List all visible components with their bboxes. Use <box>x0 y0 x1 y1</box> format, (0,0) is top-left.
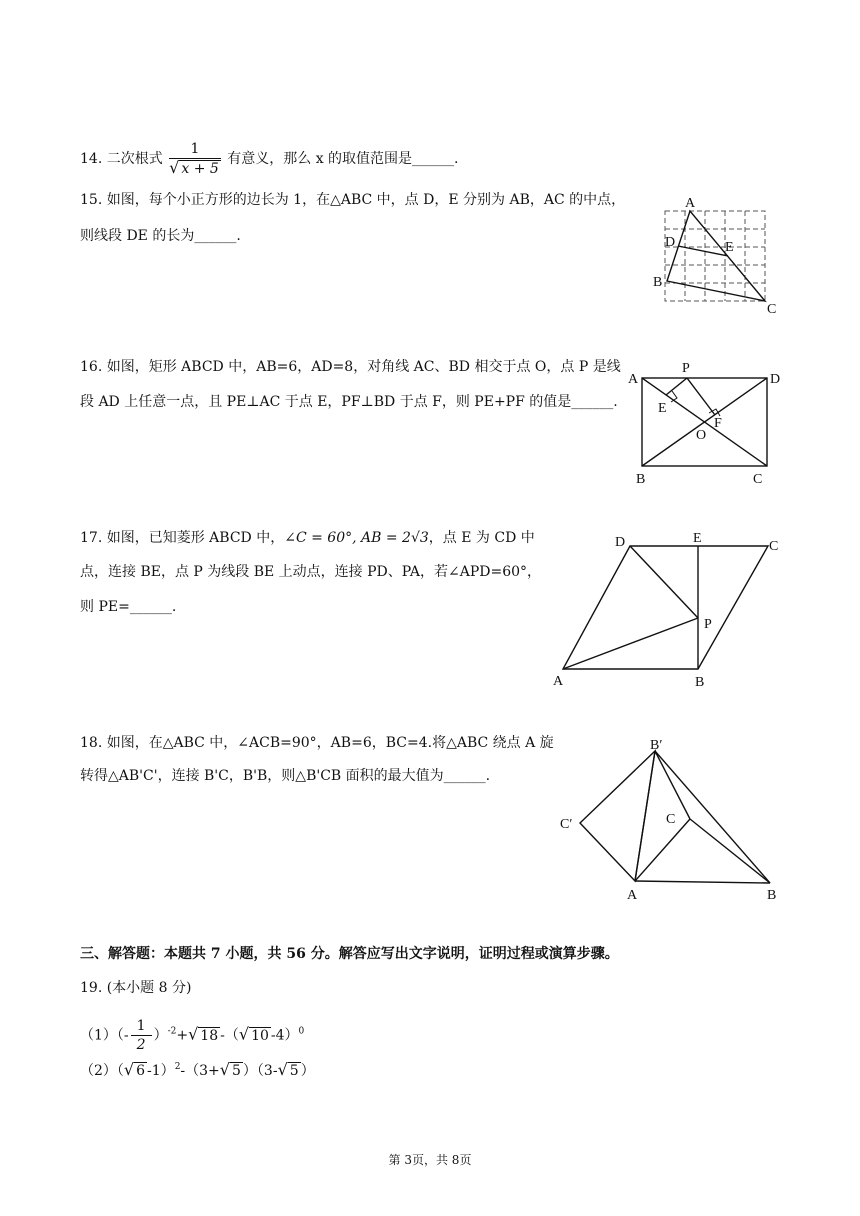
q18-label-A: A <box>627 888 638 903</box>
q17-line2: 点，连接 BE，点 P 为线段 BE 上动点，连接 PD、PA，若∠APD=60°， <box>80 564 542 580</box>
q19-p2-open: （ <box>116 1063 124 1079</box>
q14-prefix: 14. 二次根式 <box>80 151 163 167</box>
q19-p2-exp: 2 <box>174 1062 181 1072</box>
q18-label-C: C <box>666 812 676 827</box>
q16-label-A: A <box>628 372 639 387</box>
sqrt-symbol: √ <box>188 1024 199 1044</box>
section-3-header: 三、解答题：本题共 7 小题，共 56 分。解答应写出文字说明，证明过程或演算步骤。 <box>80 946 619 962</box>
q16-rectangle-figure <box>620 355 795 490</box>
q19-p1-exp1: -2 <box>167 1026 177 1037</box>
q19-p1-tail: -4） <box>270 1027 299 1044</box>
q17-line1-b: ，点 E 为 CD 中 <box>428 530 535 546</box>
q19-p2-mid: -1） <box>147 1063 175 1079</box>
q17-label-E: E <box>693 531 702 546</box>
q19-p1-minus: -（ <box>220 1027 239 1044</box>
q17-line1-a: 17. 如图，已知菱形 ABCD 中， <box>80 530 285 546</box>
q19-p2-rad2: 5 <box>232 1063 241 1079</box>
q15-grid-figure <box>645 195 785 320</box>
q19-part2 <box>80 1057 315 1081</box>
q16-label-E: E <box>658 401 667 416</box>
q17-label-C: C <box>769 539 779 554</box>
q18-label-B: B <box>767 888 777 903</box>
q15-line2: 则线段 DE 的长为______. <box>80 228 241 244</box>
q19-p1-close: ） <box>153 1027 168 1044</box>
q19-p1-rad2: 10 <box>251 1027 269 1044</box>
q19-p1-label: （1） <box>80 1027 117 1044</box>
q15-label-E: E <box>725 240 734 255</box>
q15-label-B: B <box>653 275 663 290</box>
q14-suffix: 有意义，那么 x 的取值范围是______. <box>227 151 459 167</box>
q19-part1 <box>80 1017 304 1054</box>
q18-line1: 18. 如图，在△ABC 中，∠ACB=90°，AB=6，BC=4.将△ABC 绕点 A 旋 <box>80 735 554 751</box>
q17-label-B: B <box>695 675 705 690</box>
q17-math: ∠C = 60°, AB = 2√3 <box>284 530 429 546</box>
q16-label-C: C <box>753 472 763 487</box>
q16-line1: 16. 如图，矩形 ABCD 中，AB=6，AD=8，对角线 AC、BD 相交于点 O，点 P 是线 <box>80 359 621 375</box>
q15-label-C: C <box>767 302 777 317</box>
sqrt-symbol: √ <box>169 158 180 177</box>
q19-p1-fraction <box>131 1017 152 1054</box>
q17-line3: 则 PE=______. <box>80 599 177 615</box>
q14-frac-den: x + 5 <box>181 161 219 177</box>
sqrt-symbol: √ <box>123 1060 135 1079</box>
q19-p1-exp2: 0 <box>298 1026 305 1037</box>
q17-line1 <box>80 528 535 548</box>
sqrt-symbol: √ <box>219 1060 230 1079</box>
q19-p2-rest2: ）（3- <box>242 1063 278 1079</box>
q14-fraction <box>169 140 221 178</box>
q18-line2: 转得△AB'C'，连接 B'C，B'B，则△B'CB 面积的最大值为______. <box>80 768 491 784</box>
q17-rhombus-figure <box>545 528 790 693</box>
q19-title: 19. (本小题 8 分) <box>80 980 192 996</box>
q19-p1-open: （- <box>116 1027 129 1044</box>
q17-label-A: A <box>553 674 564 689</box>
q19-p2-rest3: ） <box>300 1063 315 1079</box>
q16-label-P: P <box>682 361 690 376</box>
question-14 <box>80 140 459 178</box>
q19-p1-plus: + <box>176 1027 189 1044</box>
q16-label-B: B <box>636 472 646 487</box>
q16-line2: 段 AD 上任意一点，且 PE⊥AC 于点 E，PF⊥BD 于点 F，则 PE+PF 的值是______. <box>80 394 618 410</box>
q14-frac-num: 1 <box>169 140 221 159</box>
q16-label-D: D <box>770 372 781 387</box>
q19-p1-rad1: 18 <box>200 1027 219 1044</box>
sqrt-symbol: √ <box>277 1060 288 1079</box>
sqrt-symbol: √ <box>238 1024 250 1044</box>
q16-label-O: O <box>696 428 707 443</box>
q17-label-P: P <box>704 617 712 632</box>
q15-label-A: A <box>685 196 696 211</box>
q18-label-Bprime: B′ <box>650 738 663 753</box>
q15-line1: 15. 如图，每个小正方形的边长为 1，在△ABC 中，点 D，E 分别为 AB，AC 的中点， <box>80 192 626 208</box>
q18-label-Cprime: C′ <box>560 817 573 832</box>
page-footer: 第 3页，共 8页 <box>388 1153 472 1167</box>
q19-p2-rad3: 5 <box>289 1063 299 1079</box>
q17-label-D: D <box>615 535 626 550</box>
q19-p2-label: （2） <box>80 1063 117 1079</box>
q19-p2-rad1: 6 <box>136 1063 146 1079</box>
q19-p1-num: 1 <box>131 1017 152 1036</box>
q15-label-D: D <box>665 235 676 250</box>
q19-p2-rest1: -（3+ <box>180 1063 220 1079</box>
q18-rotation-figure <box>550 733 790 903</box>
q16-label-F: F <box>714 416 722 431</box>
q19-p1-den: 2 <box>136 1037 146 1053</box>
